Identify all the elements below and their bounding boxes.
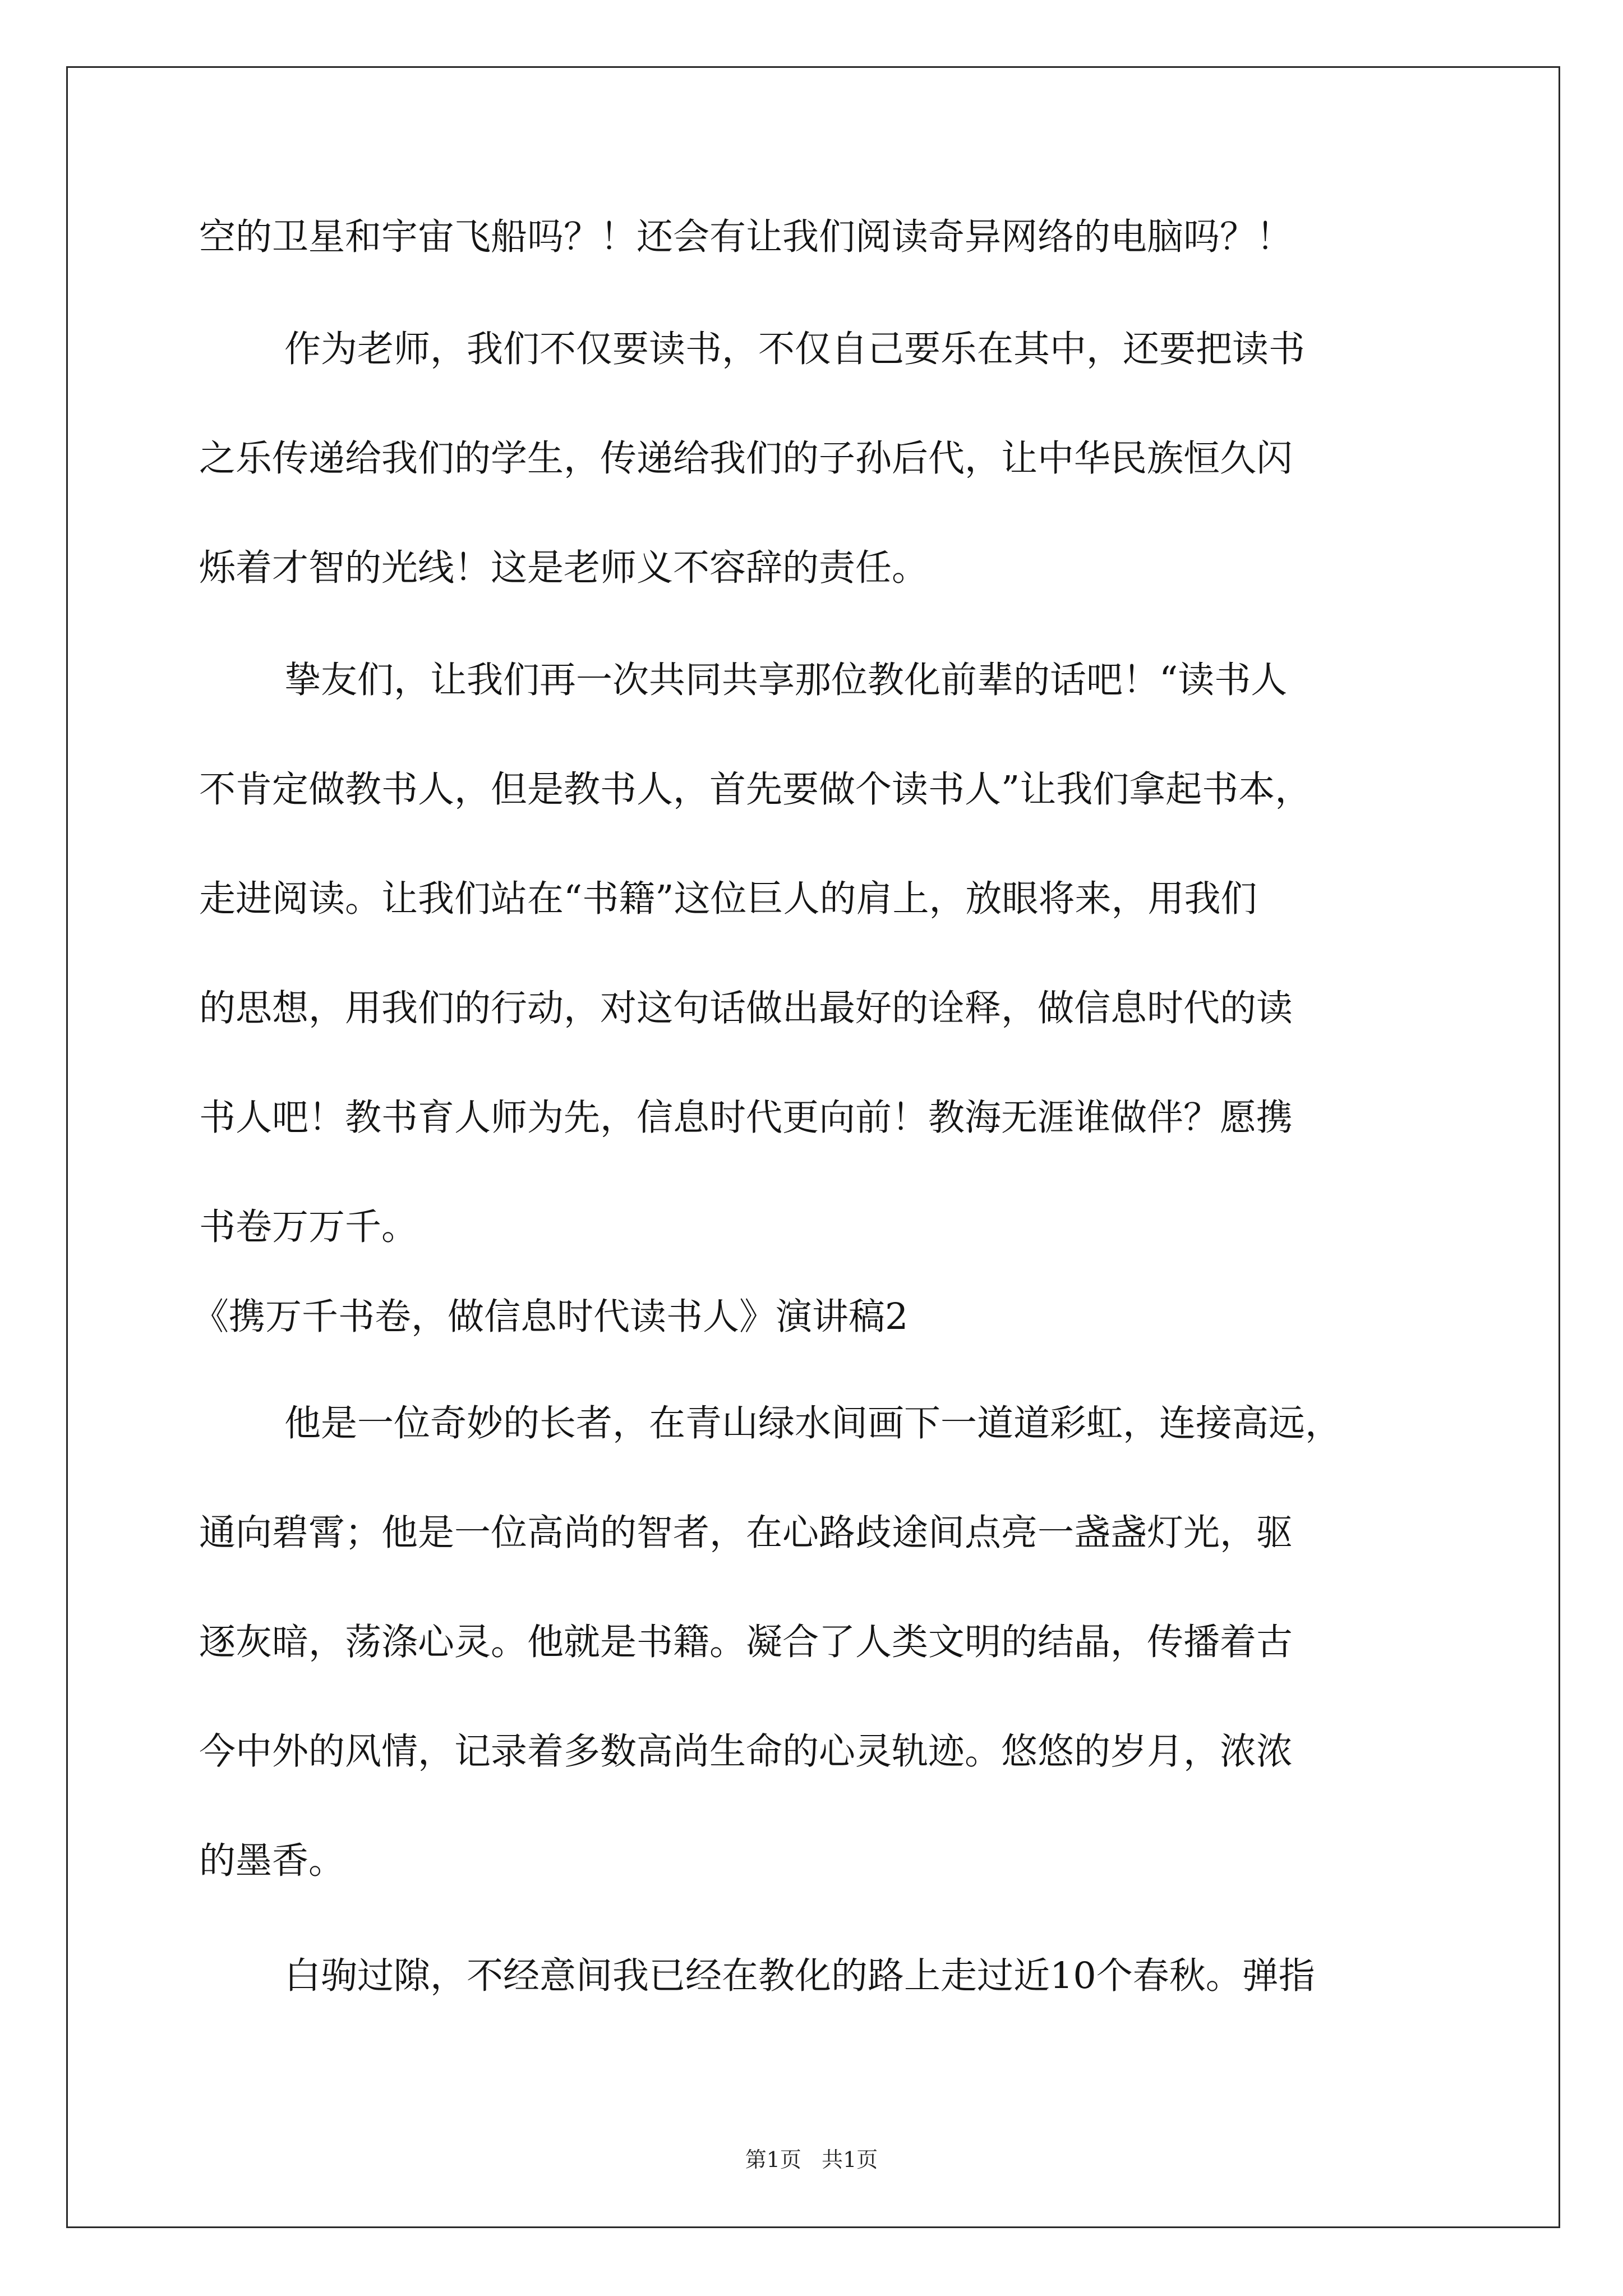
text-line: 书卷万万千。 xyxy=(199,1206,418,1248)
text-line: 的思想，用我们的行动，对这句话做出最好的诠释，做信息时代的读 xyxy=(199,987,1293,1029)
text-line: 的墨香。 xyxy=(199,1840,345,1882)
paragraph-start-line: 白驹过隙，不经意间我已经在教化的路上走过近10个春秋。弹指 xyxy=(284,1955,1315,1997)
section-heading: 《携万千书卷，做信息时代读书人》演讲稿2 xyxy=(192,1296,909,1338)
paragraph-start-line: 他是一位奇妙的长者，在青山绿水间画下一道道彩虹，连接高远， xyxy=(284,1402,1342,1444)
text-line: 空的卫星和宇宙飞船吗？！还会有让我们阅读奇异网络的电脑吗？！ xyxy=(199,216,1293,258)
text-line: 通向碧霄；他是一位高尚的智者，在心路歧途间点亮一盏盏灯光，驱 xyxy=(199,1512,1293,1554)
text-line: 不肯定做教书人，但是教书人，首先要做个读书人”让我们拿起书本， xyxy=(199,769,1312,811)
text-line: 之乐传递给我们的学生，传递给我们的子孙后代，让中华民族恒久闪 xyxy=(199,438,1293,480)
paragraph-start-line: 作为老师，我们不仅要读书，不仅自己要乐在其中，还要把读书 xyxy=(284,328,1306,370)
text-line: 书人吧！教书育人师为先，信息时代更向前！教海无涯谁做伴？愿携 xyxy=(199,1097,1293,1139)
text-line: 烁着才智的光线！这是老师义不容辞的责任。 xyxy=(199,547,929,589)
paragraph-start-line: 挚友们，让我们再一次共同共享那位教化前辈的话吧！“读书人 xyxy=(284,659,1288,701)
page-number-footer: 第1页 共1页 xyxy=(745,2147,878,2172)
page-border xyxy=(66,66,1560,2228)
text-line: 今中外的风情，记录着多数高尚生命的心灵轨迹。悠悠的岁月，浓浓 xyxy=(199,1731,1293,1773)
text-line: 逐灰暗，荡涤心灵。他就是书籍。凝合了人类文明的结晶，传播着古 xyxy=(199,1621,1293,1663)
text-line: 走进阅读。让我们站在“书籍”这位巨人的肩上，放眼将来，用我们 xyxy=(199,878,1257,920)
